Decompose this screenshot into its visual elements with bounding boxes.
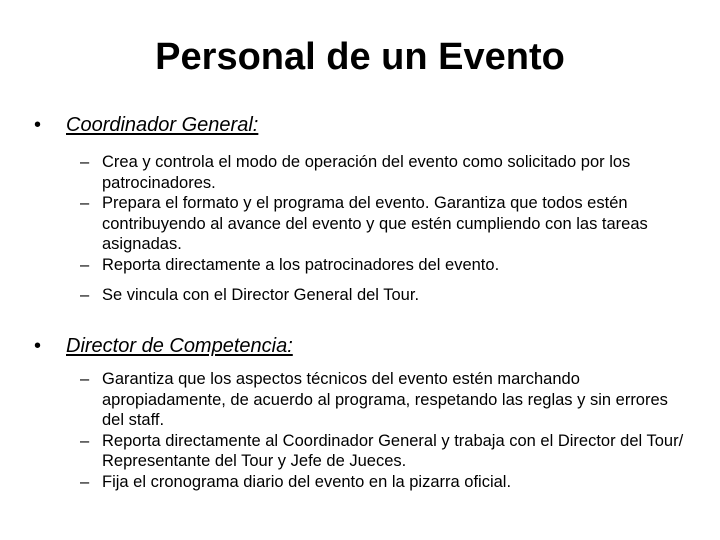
list-item — [0, 193, 720, 255]
list-item-text: Se vincula con el Director General del Tour. — [102, 286, 420, 304]
list-spacer — [0, 275, 720, 285]
list-item-text: Fija el cronograma diario del evento en la pizarra oficial. — [102, 472, 512, 491]
list-item — [0, 431, 720, 472]
dash-icon: – — [80, 194, 90, 212]
list-item-text: Prepara el formato y el programa del evento. Garantiza que todos estén contribuyendo al avance del evento y que estén cumpliendo con las tareas asignadas. — [102, 194, 648, 253]
sub-list — [0, 369, 720, 492]
bullet-icon: • — [34, 114, 42, 136]
dash-icon: – — [80, 431, 90, 450]
dash-icon: – — [80, 255, 90, 274]
bullet-row — [0, 333, 720, 361]
list-item — [0, 285, 720, 306]
slide-title: Personal de un Evento — [155, 36, 565, 78]
list-item — [0, 472, 720, 493]
list-item-text: Reporta directamente a los patrocinadores del evento. — [102, 255, 500, 274]
list-item-text: Crea y controla el modo de operación del evento como solicitado por los patrocinadores. — [102, 153, 631, 192]
list-item-text: Garantiza que los aspectos técnicos del evento estén marchando apropiadamente, de acuerdo al programa, respetando las reglas y sin errores del staff. — [102, 370, 668, 429]
section-heading: Director de Competencia: — [66, 335, 293, 357]
section-coordinador-general — [0, 112, 720, 306]
list-item — [0, 152, 720, 193]
bullet-icon: • — [34, 335, 42, 357]
list-item — [0, 369, 720, 431]
dash-icon: – — [80, 286, 90, 304]
dash-icon: – — [80, 472, 90, 491]
dash-icon: – — [80, 370, 90, 388]
dash-icon: – — [80, 153, 90, 171]
bullet-row — [0, 112, 720, 140]
list-item — [0, 255, 720, 276]
sub-list — [0, 152, 720, 306]
list-item-text: Reporta directamente al Coordinador General y trabaja con el Director del Tour/ Representante del Tour y Jefe de Jueces. — [102, 431, 684, 470]
section-heading: Coordinador General: — [66, 114, 259, 136]
section-director-de-competencia — [0, 333, 720, 492]
